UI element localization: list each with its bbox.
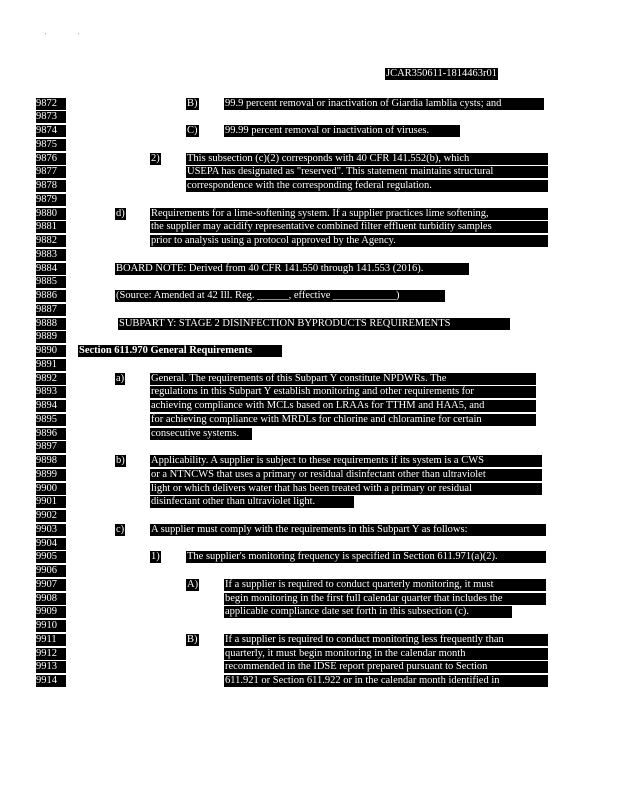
line-number: 9901: [36, 496, 66, 508]
text-line: 99.9 percent removal or inactivation of Giardia lamblia cysts; and: [224, 98, 544, 110]
text-line: or a NTNCWS that uses a primary or residual disinfectant other than ultraviolet: [150, 469, 542, 481]
line-number: 9884: [36, 263, 66, 275]
line-number: 9875: [36, 139, 66, 151]
line-number: 9883: [36, 249, 66, 261]
line-number: 9892: [36, 373, 66, 385]
line-number: 9900: [36, 483, 66, 495]
section-heading: Section 611.970 General Requirements: [78, 345, 282, 357]
text-line: consecutive systems.: [150, 428, 252, 440]
line-number: 9896: [36, 428, 66, 440]
line-number: 9908: [36, 593, 66, 605]
line-number: 9873: [36, 111, 66, 123]
item-label: B): [187, 98, 198, 109]
text-line: General. The requirements of this Subpart Y constitute NPDWRs. The: [150, 373, 536, 385]
item-label: 1): [151, 551, 160, 562]
item-label: c): [116, 524, 125, 535]
line-number: 9890: [36, 345, 66, 357]
text-line: USEPA has designated as "reserved". This statement maintains structural: [186, 166, 548, 178]
line-number: 9893: [36, 386, 66, 398]
line-number: 9885: [36, 276, 66, 288]
line-number: 9909: [36, 606, 66, 618]
item-label: A): [187, 579, 199, 590]
line-number: 9886: [36, 290, 66, 302]
text-line: regulations in this Subpart Y establish monitoring and other requirements for: [150, 386, 536, 398]
text-line: for achieving compliance with MRDLs for chlorine and chloramine for certain: [150, 414, 536, 426]
line-number: 9882: [36, 235, 66, 247]
text-line: Requirements for a lime-softening system. If a supplier practices lime softening,: [150, 208, 548, 220]
line-number: 9879: [36, 194, 66, 206]
text-line: Applicability. A supplier is subject to these requirements if its system is a CWS: [150, 455, 542, 467]
text-line: quarterly, it must begin monitoring in the calendar month: [224, 648, 548, 660]
text-line: the supplier may acidify representative combined filter effluent turbidity samples: [150, 221, 548, 233]
line-number: 9876: [36, 153, 66, 165]
text-line: The supplier's monitoring frequency is specified in Section 611.971(a)(2).: [186, 551, 546, 563]
line-number: 9899: [36, 469, 66, 481]
text-line: If a supplier is required to conduct monitoring less frequently than: [224, 634, 548, 646]
line-number: 9904: [36, 538, 66, 550]
line-number: 9872: [36, 98, 66, 110]
text-line: This subsection (c)(2) corresponds with 40 CFR 141.552(b), which: [186, 153, 548, 165]
line-number: 9874: [36, 125, 66, 137]
text-line: If a supplier is required to conduct quarterly monitoring, it must: [224, 579, 546, 591]
text-line: begin monitoring in the first full calendar quarter that includes the: [224, 593, 546, 605]
board-note: BOARD NOTE: Derived from 40 CFR 141.550 through 141.553 (2016).: [115, 263, 469, 275]
item-label: 2): [151, 153, 160, 164]
line-number: 9887: [36, 304, 66, 316]
text-line: applicable compliance date set forth in this subsection (c).: [224, 606, 512, 618]
text-line: prior to analysis using a protocol approved by the Agency.: [150, 235, 548, 247]
line-number: 9906: [36, 565, 66, 577]
line-number: 9877: [36, 166, 66, 178]
text-line: correspondence with the corresponding federal regulation.: [186, 180, 548, 192]
line-number: 9895: [36, 414, 66, 426]
line-number: 9902: [36, 510, 66, 522]
text-line: A supplier must comply with the requirements in this Subpart Y as follows:: [150, 524, 546, 536]
text-line: recommended in the IDSE report prepared pursuant to Section: [224, 661, 548, 673]
item-label: B): [187, 634, 198, 645]
item-label: C): [187, 125, 198, 136]
line-number: 9911: [36, 634, 66, 646]
subpart-heading: SUBPART Y: STAGE 2 DISINFECTION BYPRODUCTS REQUIREMENTS: [118, 318, 510, 330]
line-number: 9891: [36, 359, 66, 371]
line-number: 9903: [36, 524, 66, 536]
document-id: JCAR350611-1814463r01: [386, 68, 498, 79]
line-number: 9914: [36, 675, 66, 687]
line-number: 9880: [36, 208, 66, 220]
line-number: 9894: [36, 400, 66, 412]
line-number: 9907: [36, 579, 66, 591]
text-line: 99.99 percent removal or inactivation of viruses.: [224, 125, 460, 137]
item-label: b): [116, 455, 125, 466]
text-line: 611.921 or Section 611.922 or in the calendar month identified in: [224, 675, 548, 687]
line-number: 9898: [36, 455, 66, 467]
line-number: 9913: [36, 661, 66, 673]
text-line: light or which delivers water that has been treated with a primary or residual: [150, 483, 542, 495]
line-number: 9881: [36, 221, 66, 233]
line-number: 9888: [36, 318, 66, 330]
line-number: 9912: [36, 648, 66, 660]
line-number: 9878: [36, 180, 66, 192]
source-note: (Source: Amended at 42 Ill. Reg. ______, effective ____________): [115, 290, 445, 302]
text-line: disinfectant other than ultraviolet light.: [150, 496, 354, 508]
line-number: 9889: [36, 331, 66, 343]
line-number: 9910: [36, 620, 66, 632]
item-label: a): [116, 373, 125, 384]
scan-mark: ': [78, 33, 80, 39]
line-number: 9905: [36, 551, 66, 563]
line-number: 9897: [36, 441, 66, 453]
item-label: d): [116, 208, 125, 219]
text-line: achieving compliance with MCLs based on LRAAs for TTHM and HAA5, and: [150, 400, 536, 412]
scan-mark: ': [45, 33, 47, 39]
